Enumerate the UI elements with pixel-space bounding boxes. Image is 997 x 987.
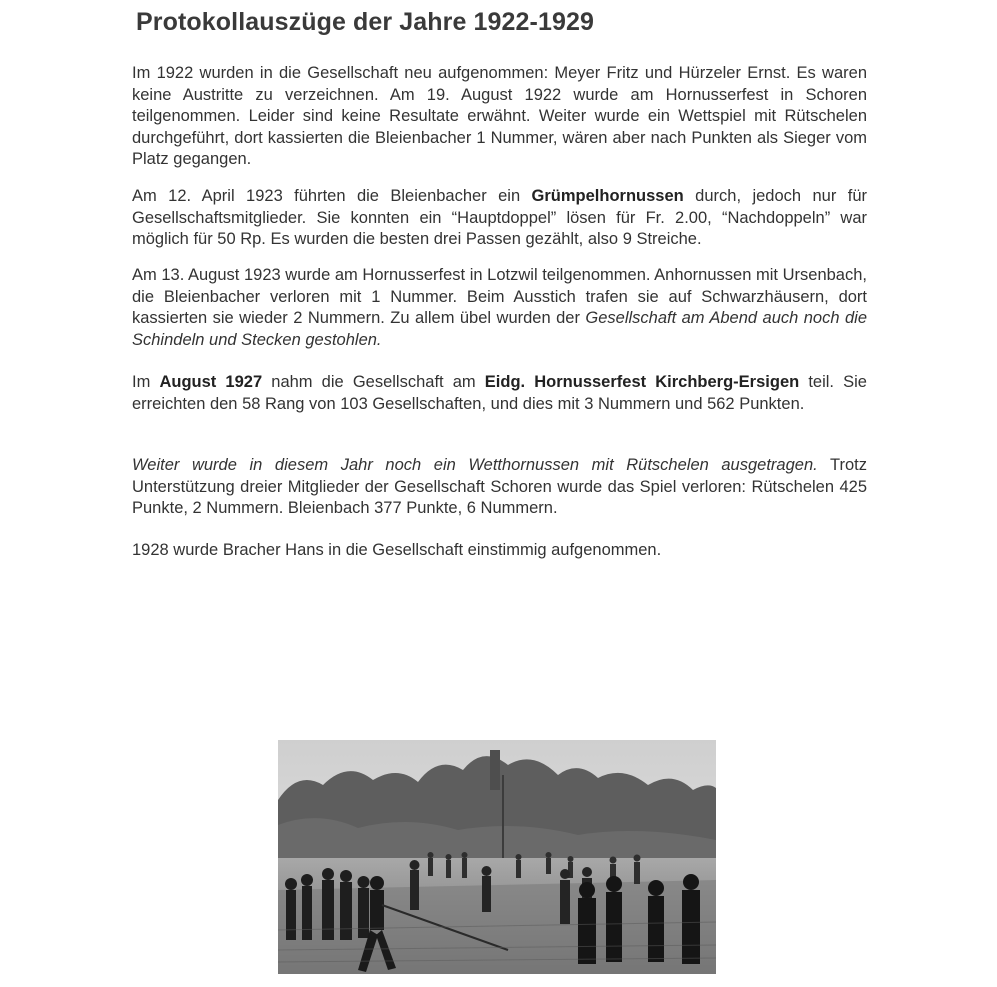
p2-bold-term: Grümpelhornussen [531, 187, 684, 205]
p4-text-e: teil. Sie erreichten den 58 Rang von 103 Gesellschaften, und dies mit 3 Nummern und 562 Punkten. [132, 373, 867, 413]
p5-text-b: Trotz Unterstützung dreier Mitglieder der Gesellschaft Schoren wurde das Spiel verloren: Rütschelen 425 Punkte, 2 Nummern. Bleienbach 377 Punkte, 6 Nummern. [132, 456, 867, 517]
paragraph-wetthornussen [132, 455, 867, 520]
paragraph-1928-text: 1928 wurde Bracher Hans in die Gesellschaft einstimmig aufgenommen. [132, 541, 662, 559]
p4-text-c: nahm die Gesellschaft am [262, 373, 485, 391]
paragraph-1928 [132, 540, 867, 562]
page-title: Protokollauszüge der Jahre 1922-1929 [136, 8, 594, 36]
paragraph-august-1923 [132, 265, 867, 351]
historic-photo [278, 740, 716, 974]
paragraph-1922-text: Im 1922 wurden in die Gesellschaft neu aufgenommen: Meyer Fritz und Hürzeler Ernst. Es waren keine Austritte zu verzeichnen. Am 19. August 1922 wurde am Hornusserfest in Schoren teilgenommen. Leider sind keine Resultate erwähnt. Weiter wurde ein Wettspiel mit Rütschelen durchgeführt, dort kassierten die Bleienbacher 1 Nummer, wären aber nach Punkten als Sieger vom Platz gegangen. [132, 64, 867, 168]
historic-photo-illustration [278, 740, 716, 974]
paragraph-august-1927 [132, 372, 867, 415]
paragraph-1922 [132, 63, 867, 171]
p2-text-a: Am 12. April 1923 führten die Bleienbacher ein [132, 187, 532, 205]
p4-bold-date: August 1927 [159, 373, 263, 391]
p5-italic-text: Weiter wurde in diesem Jahr noch ein Wetthornussen mit Rütschelen ausgetragen. [132, 456, 818, 474]
paragraph-april-1923 [132, 186, 867, 251]
p2-text-c: durch, jedoch nur für Gesellschaftsmitglieder. Sie konnten ein “Hauptdoppel” lösen für Fr. 2.00, “Nachdoppeln” war möglich für 50 Rp. Es wurden die besten drei Passen gezählt, also 9 Streiche. [132, 187, 867, 248]
p4-text-a: Im [132, 373, 160, 391]
p3-text-a: Am 13. August 1923 wurde am Hornusserfest in Lotzwil teilgenommen. Anhornussen mit Ursenbach, die Bleienbacher verloren mit 1 Nummer. Beim Ausstich trafen sie auf Schwarzhäusern, dort kassierten sie wieder 2 Nummern. Zu allem übel wurden der [132, 266, 867, 327]
p4-bold-event: Eidg. Hornusserfest Kirchberg-Ersigen [484, 373, 800, 391]
p3-italic-text: Gesellschaft am Abend auch noch die Schindeln und Stecken gestohlen. [132, 309, 868, 349]
